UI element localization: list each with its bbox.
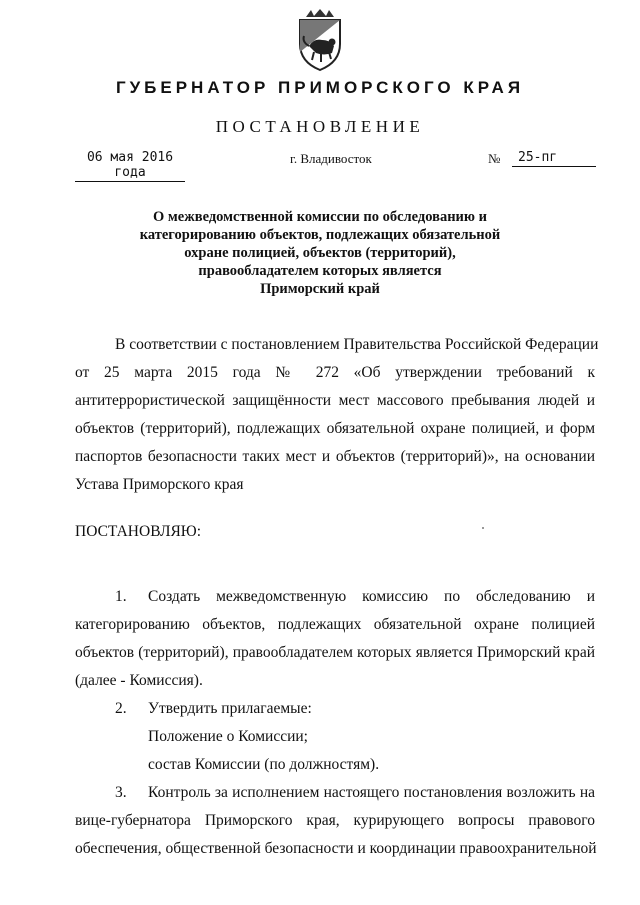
coat-of-arms-emblem	[292, 8, 348, 72]
document-city: г. Владивосток	[290, 151, 372, 166]
document-number: 25-пг	[512, 150, 596, 167]
preamble-paragraph	[75, 331, 599, 499]
title-line: правообладателем которых является	[198, 263, 442, 279]
decree-items	[75, 583, 595, 863]
number-sign: №	[488, 151, 501, 166]
title-line: Приморский край	[260, 281, 380, 297]
text-line: паспортов безопасности таких мест и объектов (территорий)», на основании	[75, 448, 595, 465]
document-type: ПОСТАНОВЛЕНИЕ	[215, 117, 425, 136]
issuing-authority: ГУБЕРНАТОР ПРИМОРСКОГО КРАЯ	[115, 78, 525, 97]
text-line: обеспечения, общественной безопасности и координации правоохранительной	[75, 840, 597, 857]
item-text: Утвердить прилагаемые:	[148, 700, 312, 717]
text-line	[75, 583, 595, 611]
scan-speck	[482, 527, 484, 529]
item-text: Создать межведомственную комиссию по обследованию и	[148, 588, 595, 605]
title-line: О межведомственной комиссии по обследованию и	[153, 209, 487, 225]
text-line: Положение о Комиссии;	[148, 728, 308, 745]
text-line: вице-губернатора Приморского края, курирующего вопросы правового	[75, 812, 595, 829]
text-line: состав Комиссии (по должностям).	[148, 756, 380, 773]
document-title	[100, 208, 540, 298]
item-text: Контроль за исполнением настоящего постановления возложить на	[148, 784, 595, 801]
text-line: Устава Приморского края	[75, 476, 244, 493]
text-line	[75, 695, 595, 723]
text-line: от 25 марта 2015 года № 272 «Об утверждении требований к	[75, 364, 595, 381]
item-number: 1.	[115, 588, 127, 605]
decree-heading: ПОСТАНОВЛЯЮ:	[75, 523, 202, 540]
item-number: 2.	[115, 700, 127, 717]
text-line: объектов (территорий), подлежащих обязательной охране полицией, и форм	[75, 420, 595, 437]
text-line: (далее - Комиссия).	[75, 672, 203, 689]
text-line	[75, 779, 595, 807]
text-line: антитеррористической защищённости мест массового пребывания людей и	[75, 392, 595, 409]
document-date: 06 мая 2016 года	[75, 150, 185, 182]
title-line: охране полицией, объектов (территорий),	[184, 245, 456, 261]
text-line: В соответствии с постановлением Правительства Российской Федерации	[115, 336, 599, 353]
document-meta-line	[75, 150, 590, 180]
item-number: 3.	[115, 784, 127, 801]
text-line: категорированию объектов, подлежащих обязательной охране полицией	[75, 616, 595, 633]
text-line: объектов (территорий), правообладателем которых является Приморский край	[75, 644, 595, 661]
title-line: категорированию объектов, подлежащих обязательной	[139, 227, 501, 243]
